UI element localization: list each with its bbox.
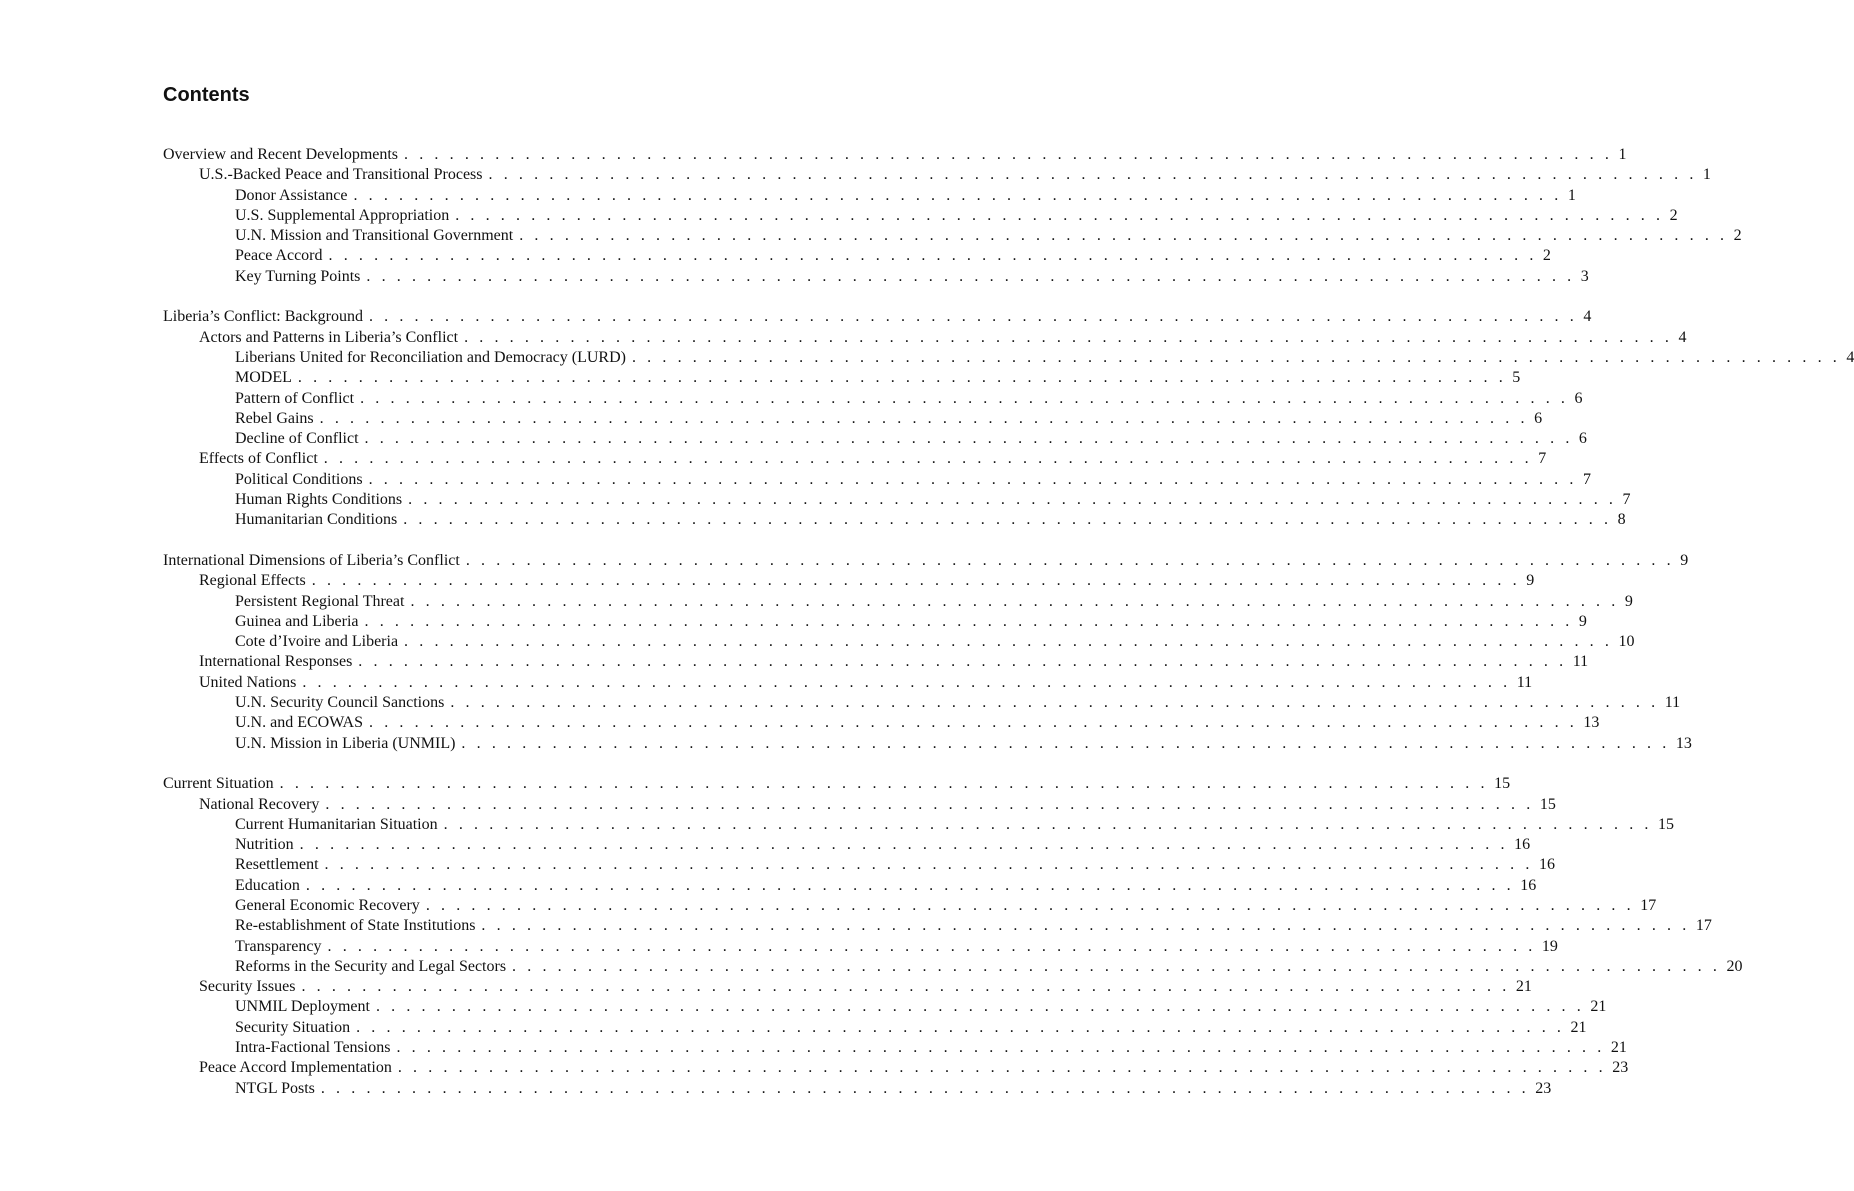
toc-entry-page-number: 4 xyxy=(1678,328,1687,346)
toc-entry-label: Decline of Conflict xyxy=(235,430,359,448)
toc-entry xyxy=(163,307,1592,327)
toc-entry xyxy=(163,855,1555,875)
toc-entry xyxy=(163,206,1678,226)
toc-entry-page-number: 7 xyxy=(1582,470,1591,488)
dot-leader: . . . . . . . . . . . . . . . . . . . . . . . . . . . . . . . . . . . . . . . . . . . . . . . . . . . . . . . . . . . . . . . . . . . . . . . . . . . . . . . . xyxy=(299,836,1509,854)
toc-entry-page-number: 9 xyxy=(1526,572,1535,590)
toc-entry-page-number: 17 xyxy=(1640,896,1657,914)
dot-leader: . . . . . . . . . . . . . . . . . . . . . . . . . . . . . . . . . . . . . . . . . . . . . . . . . . . . . . . . . . . . . . . . . . . . . . . . . . . . . . . . xyxy=(404,633,1613,651)
toc-entry xyxy=(163,389,1583,409)
toc-entry-label: U.S. Supplemental Appropriation xyxy=(235,206,450,224)
toc-entry xyxy=(163,165,1711,185)
dot-leader: . . . . . . . . . . . . . . . . . . . . . . . . . . . . . . . . . . . . . . . . . . . . . . . . . . . . . . . . . . . . . . . . . . . . . . . . . . . . . . . . xyxy=(481,917,1690,935)
toc-entry-label: U.N. Security Council Sanctions xyxy=(235,694,445,712)
dot-leader: . . . . . . . . . . . . . . . . . . . . . . . . . . . . . . . . . . . . . . . . . . . . . . . . . . . . . . . . . . . . . . . . . . . . . . . . . . . . . . . . xyxy=(364,612,1573,630)
toc-entry-label: Human Rights Conditions xyxy=(235,491,403,509)
toc-section xyxy=(163,307,1854,530)
toc-entry-page-number: 4 xyxy=(1583,308,1592,326)
toc-entry xyxy=(163,571,1535,591)
toc-entry-label: Liberia’s Conflict: Background xyxy=(163,308,363,326)
toc-entry-label: Transparency xyxy=(235,937,322,955)
toc-entry-label: Cote d’Ivoire and Liberia xyxy=(235,633,399,651)
dot-leader: . . . . . . . . . . . . . . . . . . . . . . . . . . . . . . . . . . . . . . . . . . . . . . . . . . . . . . . . . . . . . . . . . . . . . . . . . . . . . . . . xyxy=(397,1059,1607,1077)
toc-entry xyxy=(163,734,1692,754)
toc-entry xyxy=(163,429,1587,449)
dot-leader: . . . . . . . . . . . . . . . . . . . . . . . . . . . . . . . . . . . . . . . . . . . . . . . . . . . . . . . . . . . . . . . . . . . . . . . . . . . . . . . . xyxy=(488,166,1697,184)
toc-entry-label: Actors and Patterns in Liberia’s Conflict xyxy=(199,328,459,346)
toc-entry xyxy=(163,470,1591,490)
dot-leader: . . . . . . . . . . . . . . . . . . . . . . . . . . . . . . . . . . . . . . . . . . . . . . . . . . . . . . . . . . . . . . . . . . . . . . . . . . . . . . . . xyxy=(360,389,1569,407)
dot-leader: . . . . . . . . . . . . . . . . . . . . . . . . . . . . . . . . . . . . . . . . . . . . . . . . . . . . . . . . . . . . . . . . . . . . . . . . . . . . . . . . xyxy=(356,1018,1565,1036)
dot-leader: . . . . . . . . . . . . . . . . . . . . . . . . . . . . . . . . . . . . . . . . . . . . . . . . . . . . . . . . . . . . . . . . . . . . . . . . . . . . . . . . xyxy=(328,247,1537,265)
toc-entry-label: Political Conditions xyxy=(235,470,363,488)
toc-section xyxy=(163,774,1743,1099)
dot-leader: . . . . . . . . . . . . . . . . . . . . . . . . . . . . . . . . . . . . . . . . . . . . . . . . . . . . . . . . . . . . . . . . . . . . . . . . . . . . . . . . xyxy=(353,186,1562,204)
toc-entry-page-number: 13 xyxy=(1675,734,1692,752)
toc-entry-label: Reforms in the Security and Legal Sectors xyxy=(235,957,507,975)
toc-entry xyxy=(163,449,1547,469)
toc-entry xyxy=(163,713,1600,733)
toc-entry-page-number: 15 xyxy=(1494,775,1511,793)
toc-entry xyxy=(163,916,1712,936)
toc-entry xyxy=(163,145,1627,165)
toc-entry xyxy=(163,186,1576,206)
toc-entry-label: Resettlement xyxy=(235,856,319,874)
toc-entry xyxy=(163,997,1607,1017)
dot-leader: . . . . . . . . . . . . . . . . . . . . . . . . . . . . . . . . . . . . . . . . . . . . . . . . . . . . . . . . . . . . . . . . . . . . . . . . . . . . . . . . xyxy=(375,998,1585,1016)
dot-leader: . . . . . . . . . . . . . . . . . . . . . . . . . . . . . . . . . . . . . . . . . . . . . . . . . . . . . . . . . . . . . . . . . . . . . . . . . . . . . . . . xyxy=(450,694,1659,712)
toc-entry xyxy=(163,652,1589,672)
toc-entry xyxy=(163,267,1589,287)
toc-entry-label: UNMIL Deployment xyxy=(235,998,370,1016)
toc-entry xyxy=(163,348,1854,368)
dot-leader: . . . . . . . . . . . . . . . . . . . . . . . . . . . . . . . . . . . . . . . . . . . . . . . . . . . . . . . . . . . . . . . . . . . . . . . . . . . . . . . . xyxy=(366,267,1575,285)
toc-entry-label: Persistent Regional Threat xyxy=(235,592,405,610)
toc-entry-label: Nutrition xyxy=(235,836,294,854)
page-title: Contents xyxy=(163,84,250,106)
toc-entry xyxy=(163,246,1551,266)
toc-entry-page-number: 19 xyxy=(1541,937,1558,955)
toc-entry-label: Peace Accord Implementation xyxy=(199,1059,392,1077)
toc-entry-page-number: 9 xyxy=(1680,551,1689,569)
dot-leader: . . . . . . . . . . . . . . . . . . . . . . . . . . . . . . . . . . . . . . . . . . . . . . . . . . . . . . . . . . . . . . . . . . . . . . . . . . . . . . . . xyxy=(404,146,1613,163)
toc-entry-page-number: 16 xyxy=(1538,856,1555,874)
dot-leader: . . . . . . . . . . . . . . . . . . . . . . . . . . . . . . . . . . . . . . . . . . . . . . . . . . . . . . . . . . . . . . . . . . . . . . . . . . . . . . . . xyxy=(301,978,1510,996)
toc-entry-label: Re-establishment of State Institutions xyxy=(235,917,476,935)
toc-entry-page-number: 16 xyxy=(1514,836,1531,854)
toc-entry-label: Education xyxy=(235,876,300,894)
toc-entry-page-number: 8 xyxy=(1617,511,1626,529)
toc-section xyxy=(163,145,1742,287)
toc-entry-label: U.N. Mission in Liberia (UNMIL) xyxy=(235,734,456,752)
toc-entry xyxy=(163,226,1742,246)
dot-leader: . . . . . . . . . . . . . . . . . . . . . . . . . . . . . . . . . . . . . . . . . . . . . . . . . . . . . . . . . . . . . . . . . . . . . . . . . . . . . . . . xyxy=(358,653,1567,671)
toc-entry-page-number: 16 xyxy=(1520,876,1537,894)
toc-entry-page-number: 6 xyxy=(1534,409,1543,427)
dot-leader: . . . . . . . . . . . . . . . . . . . . . . . . . . . . . . . . . . . . . . . . . . . . . . . . . . . . . . . . . . . . . . . . . . . . . . . . . . . . . . . . xyxy=(631,348,1841,366)
toc-entry xyxy=(163,1058,1629,1078)
toc-entry-page-number: 21 xyxy=(1570,1018,1587,1036)
toc-entry xyxy=(163,490,1631,510)
toc-entry xyxy=(163,612,1587,632)
toc-entry-page-number: 1 xyxy=(1567,186,1576,204)
dot-leader: . . . . . . . . . . . . . . . . . . . . . . . . . . . . . . . . . . . . . . . . . . . . . . . . . . . . . . . . . . . . . . . . . . . . . . . . . . . . . . . . xyxy=(455,206,1664,224)
dot-leader: . . . . . . . . . . . . . . . . . . . . . . . . . . . . . . . . . . . . . . . . . . . . . . . . . . . . . . . . . . . . . . . . . . . . . . . . . . . . . . . . xyxy=(403,511,1612,529)
toc-entry xyxy=(163,896,1657,916)
dot-leader: . . . . . . . . . . . . . . . . . . . . . . . . . . . . . . . . . . . . . . . . . . . . . . . . . . . . . . . . . . . . . . . . . . . . . . . . . . . . . . . . xyxy=(368,470,1577,488)
dot-leader: . . . . . . . . . . . . . . . . . . . . . . . . . . . . . . . . . . . . . . . . . . . . . . . . . . . . . . . . . . . . . . . . . . . . . . . . . . . . . . . . xyxy=(323,450,1533,468)
toc-entry-page-number: 9 xyxy=(1578,612,1587,630)
toc-entry-label: U.N. Mission and Transitional Government xyxy=(235,227,514,245)
toc-entry-label: U.N. and ECOWAS xyxy=(235,714,363,732)
toc-entry-label: Guinea and Liberia xyxy=(235,612,359,630)
toc-entry-label: Intra-Factional Tensions xyxy=(235,1039,391,1057)
toc-entry-label: Current Humanitarian Situation xyxy=(235,815,438,833)
dot-leader: . . . . . . . . . . . . . . . . . . . . . . . . . . . . . . . . . . . . . . . . . . . . . . . . . . . . . . . . . . . . . . . . . . . . . . . . . . . . . . . . xyxy=(408,491,1617,509)
toc-entry xyxy=(163,592,1633,612)
dot-leader: . . . . . . . . . . . . . . . . . . . . . . . . . . . . . . . . . . . . . . . . . . . . . . . . . . . . . . . . . . . . . . . . . . . . . . . . . . . . . . . . xyxy=(324,856,1533,874)
toc-entry-page-number: 5 xyxy=(1512,369,1521,387)
toc-entry xyxy=(163,551,1689,571)
toc-entry-page-number: 1 xyxy=(1702,166,1711,184)
dot-leader: . . . . . . . . . . . . . . . . . . . . . . . . . . . . . . . . . . . . . . . . . . . . . . . . . . . . . . . . . . . . . . . . . . . . . . . . . . . . . . . . xyxy=(519,227,1728,245)
toc-entry-page-number: 6 xyxy=(1578,430,1587,448)
toc-entry-page-number: 23 xyxy=(1612,1059,1629,1077)
toc-entry-label: Effects of Conflict xyxy=(199,450,318,468)
toc-entry-label: Overview and Recent Developments xyxy=(163,146,399,163)
dot-leader: . . . . . . . . . . . . . . . . . . . . . . . . . . . . . . . . . . . . . . . . . . . . . . . . . . . . . . . . . . . . . . . . . . . . . . . . . . . . . . . . xyxy=(319,409,1529,427)
toc-entry xyxy=(163,795,1556,815)
toc-entry xyxy=(163,774,1511,794)
dot-leader: . . . . . . . . . . . . . . . . . . . . . . . . . . . . . . . . . . . . . . . . . . . . . . . . . . . . . . . . . . . . . . . . . . . . . . . . . . . . . . . . xyxy=(410,592,1619,610)
toc-entry-label: Pattern of Conflict xyxy=(235,389,355,407)
toc-entry xyxy=(163,815,1675,835)
dot-leader: . . . . . . . . . . . . . . . . . . . . . . . . . . . . . . . . . . . . . . . . . . . . . . . . . . . . . . . . . . . . . . . . . . . . . . . . . . . . . . . . xyxy=(461,734,1670,752)
toc-entry xyxy=(163,1038,1627,1058)
toc-entry-label: Humanitarian Conditions xyxy=(235,511,398,529)
toc-entry-label: MODEL xyxy=(235,369,292,387)
toc-entry-label: NTGL Posts xyxy=(235,1079,315,1097)
toc-entry xyxy=(163,632,1635,652)
dot-leader: . . . . . . . . . . . . . . . . . . . . . . . . . . . . . . . . . . . . . . . . . . . . . . . . . . . . . . . . . . . . . . . . . . . . . . . . . . . . . . . . xyxy=(311,572,1521,590)
toc-entry-page-number: 17 xyxy=(1695,917,1712,935)
toc-entry-page-number: 11 xyxy=(1664,694,1681,712)
toc-entry-page-number: 21 xyxy=(1610,1039,1627,1057)
toc-entry-page-number: 13 xyxy=(1583,714,1600,732)
toc-entry xyxy=(163,937,1558,957)
dot-leader: . . . . . . . . . . . . . . . . . . . . . . . . . . . . . . . . . . . . . . . . . . . . . . . . . . . . . . . . . . . . . . . . . . . . . . . . . . . . . . . . xyxy=(425,896,1635,914)
dot-leader: . . . . . . . . . . . . . . . . . . . . . . . . . . . . . . . . . . . . . . . . . . . . . . . . . . . . . . . . . . . . . . . . . . . . . . . . . . . . . . . . xyxy=(297,369,1507,387)
toc-entry xyxy=(163,328,1687,348)
toc-entry xyxy=(163,409,1543,429)
dot-leader: . . . . . . . . . . . . . . . . . . . . . . . . . . . . . . . . . . . . . . . . . . . . . . . . . . . . . . . . . . . . . . . . . . . . . . . . . . . . . . . . xyxy=(302,673,1511,691)
dot-leader: . . . . . . . . . . . . . . . . . . . . . . . . . . . . . . . . . . . . . . . . . . . . . . . . . . . . . . . . . . . . . . . . . . . . . . . . . . . . . . . . xyxy=(327,937,1536,955)
toc-entry-label: National Recovery xyxy=(199,795,320,813)
toc-entry-page-number: 10 xyxy=(1618,633,1635,651)
toc-entry xyxy=(163,510,1626,530)
toc-entry xyxy=(163,1018,1587,1038)
toc-entry xyxy=(163,368,1521,388)
dot-leader: . . . . . . . . . . . . . . . . . . . . . . . . . . . . . . . . . . . . . . . . . . . . . . . . . . . . . . . . . . . . . . . . . . . . . . . . . . . . . . . . xyxy=(325,795,1534,813)
toc-entry xyxy=(163,835,1531,855)
dot-leader: . . . . . . . . . . . . . . . . . . . . . . . . . . . . . . . . . . . . . . . . . . . . . . . . . . . . . . . . . . . . . . . . . . . . . . . . . . . . . . . . xyxy=(396,1039,1605,1057)
toc-entry-label: Donor Assistance xyxy=(235,186,348,204)
toc-entry-page-number: 21 xyxy=(1515,978,1532,996)
toc-entry-label: United Nations xyxy=(199,673,297,691)
toc-entry-label: Peace Accord xyxy=(235,247,323,265)
dot-leader: . . . . . . . . . . . . . . . . . . . . . . . . . . . . . . . . . . . . . . . . . . . . . . . . . . . . . . . . . . . . . . . . . . . . . . . . . . . . . . . . xyxy=(369,714,1578,732)
toc-entry-page-number: 2 xyxy=(1669,206,1678,224)
toc-entry xyxy=(163,673,1533,693)
toc-entry xyxy=(163,693,1681,713)
toc-entry-page-number: 21 xyxy=(1590,998,1607,1016)
toc-entry-page-number: 23 xyxy=(1535,1079,1552,1097)
dot-leader: . . . . . . . . . . . . . . . . . . . . . . . . . . . . . . . . . . . . . . . . . . . . . . . . . . . . . . . . . . . . . . . . . . . . . . . . . . . . . . . . xyxy=(368,308,1578,326)
toc-entry-label: U.S.-Backed Peace and Transitional Process xyxy=(199,166,483,184)
dot-leader: . . . . . . . . . . . . . . . . . . . . . . . . . . . . . . . . . . . . . . . . . . . . . . . . . . . . . . . . . . . . . . . . . . . . . . . . . . . . . . . . xyxy=(464,328,1673,346)
toc-entry-label: Key Turning Points xyxy=(235,267,361,285)
toc-entry-label: Regional Effects xyxy=(199,572,306,590)
dot-leader: . . . . . . . . . . . . . . . . . . . . . . . . . . . . . . . . . . . . . . . . . . . . . . . . . . . . . . . . . . . . . . . . . . . . . . . . . . . . . . . . xyxy=(443,815,1653,833)
toc-entry-page-number: 2 xyxy=(1542,247,1551,265)
dot-leader: . . . . . . . . . . . . . . . . . . . . . . . . . . . . . . . . . . . . . . . . . . . . . . . . . . . . . . . . . . . . . . . . . . . . . . . . . . . . . . . . xyxy=(320,1079,1530,1097)
toc-entry-label: International Responses xyxy=(199,653,353,671)
dot-leader: . . . . . . . . . . . . . . . . . . . . . . . . . . . . . . . . . . . . . . . . . . . . . . . . . . . . . . . . . . . . . . . . . . . . . . . . . . . . . . . . xyxy=(279,775,1489,793)
toc-entry-label: General Economic Recovery xyxy=(235,896,420,914)
toc-entry xyxy=(163,876,1537,896)
toc-entry xyxy=(163,957,1743,977)
toc-entry-page-number: 15 xyxy=(1539,795,1556,813)
toc-entry-page-number: 15 xyxy=(1658,815,1675,833)
toc-entry-page-number: 1 xyxy=(1618,146,1627,163)
toc-entry-page-number: 3 xyxy=(1580,267,1589,285)
toc-entry-label: Liberians United for Reconciliation and Democracy (LURD) xyxy=(235,348,626,366)
toc-section xyxy=(163,551,1692,754)
toc-entry-label: Security Situation xyxy=(235,1018,351,1036)
toc-entry-label: Security Issues xyxy=(199,978,296,996)
toc-entry-page-number: 11 xyxy=(1516,673,1533,691)
toc-entry-page-number: 20 xyxy=(1726,957,1743,975)
toc-entry-label: Rebel Gains xyxy=(235,409,314,427)
toc-entry-page-number: 11 xyxy=(1572,653,1589,671)
dot-leader: . . . . . . . . . . . . . . . . . . . . . . . . . . . . . . . . . . . . . . . . . . . . . . . . . . . . . . . . . . . . . . . . . . . . . . . . . . . . . . . . xyxy=(364,430,1573,448)
toc-entry-page-number: 9 xyxy=(1624,592,1633,610)
toc-entry-page-number: 2 xyxy=(1733,227,1742,245)
toc-entry-page-number: 4 xyxy=(1846,348,1854,366)
toc-entry-label: International Dimensions of Liberia’s Conflict xyxy=(163,551,460,569)
toc-entry xyxy=(163,1079,1552,1099)
dot-leader: . . . . . . . . . . . . . . . . . . . . . . . . . . . . . . . . . . . . . . . . . . . . . . . . . . . . . . . . . . . . . . . . . . . . . . . . . . . . . . . . xyxy=(465,551,1675,569)
toc-entry-page-number: 7 xyxy=(1622,491,1631,509)
dot-leader: . . . . . . . . . . . . . . . . . . . . . . . . . . . . . . . . . . . . . . . . . . . . . . . . . . . . . . . . . . . . . . . . . . . . . . . . . . . . . . . . xyxy=(305,876,1515,894)
toc-entry xyxy=(163,977,1532,997)
toc-entry-label: Current Situation xyxy=(163,775,274,793)
toc-entry-page-number: 6 xyxy=(1574,389,1583,407)
toc-entry-page-number: 7 xyxy=(1538,450,1547,468)
dot-leader: . . . . . . . . . . . . . . . . . . . . . . . . . . . . . . . . . . . . . . . . . . . . . . . . . . . . . . . . . . . . . . . . . . . . . . . . . . . . . . . . xyxy=(512,957,1721,975)
table-of-contents xyxy=(163,145,1854,1099)
